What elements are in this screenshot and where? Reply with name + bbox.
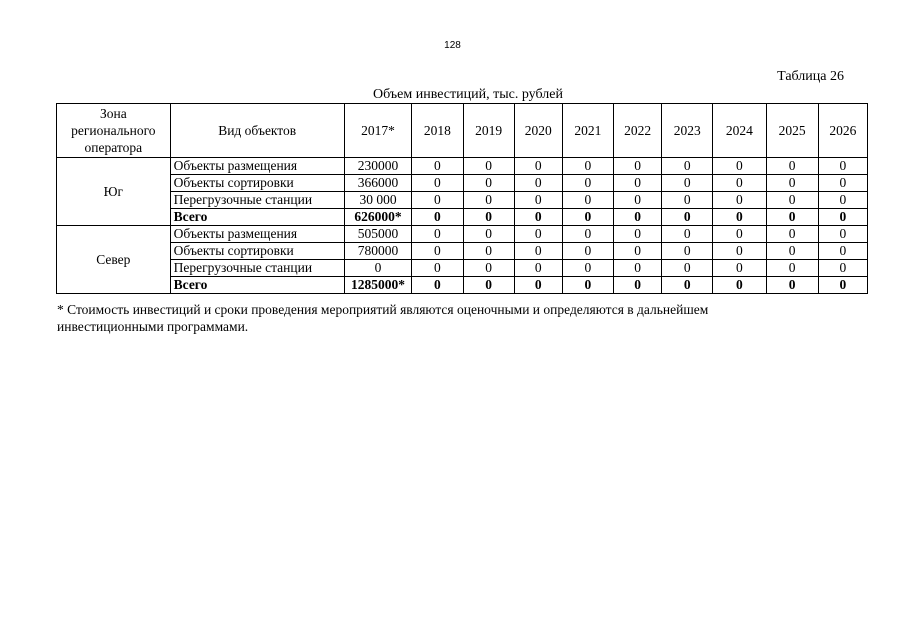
value-cell: 0 [562,226,613,243]
value-cell: 0 [766,260,818,277]
header-year: 2019 [463,104,514,158]
footnote [57,301,864,335]
value-cell: 0 [766,158,818,175]
value-cell: 0 [463,175,514,192]
value-cell: 0 [562,158,613,175]
investment-table [56,103,868,294]
header-year: 2021 [562,104,613,158]
value-cell: 0 [662,226,713,243]
value-cell: 0 [614,277,662,294]
value-cell: 0 [562,260,613,277]
value-cell: 0 [514,158,562,175]
table-row [57,243,868,260]
value-cell: 0 [713,209,766,226]
object-type-cell: Объекты размещения [170,226,344,243]
value-cell: 780000 [344,243,412,260]
value-cell: 0 [818,175,867,192]
object-type-cell: Объекты размещения [170,158,344,175]
value-cell: 0 [463,209,514,226]
table-title: Объем инвестиций, тыс. рублей [373,87,563,102]
value-cell: 0 [514,192,562,209]
value-cell: 0 [412,277,463,294]
table-row [57,158,868,175]
value-cell: 0 [514,243,562,260]
value-cell: 0 [662,192,713,209]
value-cell: 0 [713,260,766,277]
zone-cell: Юг [57,158,171,226]
header-year: 2020 [514,104,562,158]
table-row [57,226,868,243]
value-cell: 0 [614,192,662,209]
value-cell: 0 [463,277,514,294]
value-cell: 0 [713,158,766,175]
value-cell: 0 [662,175,713,192]
footnote-line1: * Стоимость инвестиций и сроки проведения мероприятий являются оценочными и определяются в дальнейшем [57,302,709,317]
value-cell: 505000 [344,226,412,243]
value-cell: 0 [562,209,613,226]
value-cell: 0 [514,226,562,243]
value-cell: 0 [818,209,867,226]
value-cell: 0 [514,209,562,226]
value-cell: 0 [662,158,713,175]
header-zone: Зона регионального оператора [57,104,171,158]
header-row [57,104,868,158]
table-total-row [57,277,868,294]
table-row [57,192,868,209]
value-cell: 1285000* [344,277,412,294]
value-cell: 0 [766,277,818,294]
value-cell: 0 [463,243,514,260]
value-cell: 0 [662,243,713,260]
value-cell: 0 [713,277,766,294]
value-cell: 0 [766,175,818,192]
value-cell: 0 [662,277,713,294]
value-cell: 0 [818,277,867,294]
zone-cell: Север [57,226,171,294]
value-cell: 0 [818,260,867,277]
value-cell: 0 [514,277,562,294]
header-year: 2018 [412,104,463,158]
value-cell: 0 [766,209,818,226]
value-cell: 0 [463,226,514,243]
header-object-type: Вид объектов [170,104,344,158]
value-cell: 0 [713,226,766,243]
value-cell: 626000* [344,209,412,226]
value-cell: 0 [713,192,766,209]
value-cell: 0 [614,209,662,226]
value-cell: 0 [818,226,867,243]
value-cell: 0 [562,192,613,209]
value-cell: 0 [463,192,514,209]
value-cell: 0 [344,260,412,277]
value-cell: 0 [818,243,867,260]
object-type-cell: Перегрузочные станции [170,192,344,209]
value-cell: 0 [766,226,818,243]
table-row [57,175,868,192]
value-cell: 0 [713,175,766,192]
value-cell: 0 [412,209,463,226]
value-cell: 30 000 [344,192,412,209]
value-cell: 0 [614,260,662,277]
object-type-cell: Всего [170,277,344,294]
value-cell: 0 [412,192,463,209]
value-cell: 0 [662,209,713,226]
value-cell: 0 [412,175,463,192]
value-cell: 0 [662,260,713,277]
value-cell: 0 [766,243,818,260]
object-type-cell: Всего [170,209,344,226]
value-cell: 0 [562,175,613,192]
table-row [57,260,868,277]
header-year: 2025 [766,104,818,158]
footnote-line2: инвестиционными программами. [57,319,249,334]
header-year: 2023 [662,104,713,158]
value-cell: 0 [614,243,662,260]
page-number: 128 [444,40,461,51]
value-cell: 0 [412,260,463,277]
table-body [57,158,868,294]
header-year: 2022 [614,104,662,158]
value-cell: 0 [514,175,562,192]
value-cell: 0 [818,158,867,175]
value-cell: 0 [562,277,613,294]
table-label: Таблица 26 [777,69,844,84]
header-year: 2026 [818,104,867,158]
object-type-cell: Перегрузочные станции [170,260,344,277]
value-cell: 0 [713,243,766,260]
value-cell: 0 [412,226,463,243]
value-cell: 0 [463,260,514,277]
object-type-cell: Объекты сортировки [170,175,344,192]
value-cell: 230000 [344,158,412,175]
value-cell: 366000 [344,175,412,192]
value-cell: 0 [412,243,463,260]
value-cell: 0 [412,158,463,175]
object-type-cell: Объекты сортировки [170,243,344,260]
value-cell: 0 [614,158,662,175]
value-cell: 0 [818,192,867,209]
value-cell: 0 [463,158,514,175]
value-cell: 0 [614,226,662,243]
value-cell: 0 [614,175,662,192]
value-cell: 0 [514,260,562,277]
table-total-row [57,209,868,226]
header-year: 2024 [713,104,766,158]
value-cell: 0 [562,243,613,260]
header-year: 2017* [344,104,412,158]
value-cell: 0 [766,192,818,209]
